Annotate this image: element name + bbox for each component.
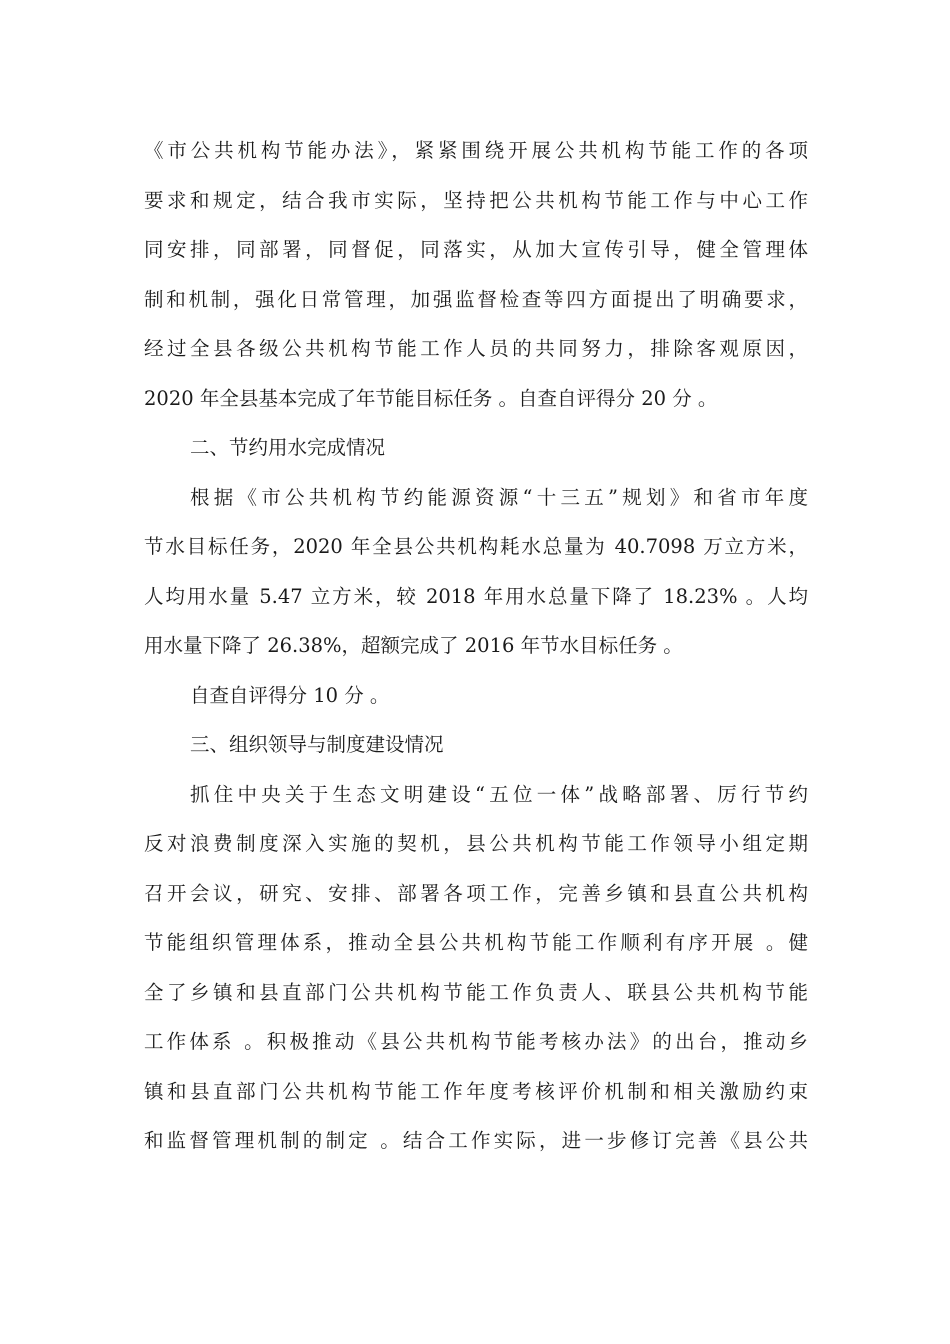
text-line: 制和机制，强化日常管理，加强监督检查等四方面提出了明确要求， — [144, 287, 808, 311]
text-line: 根据《市公共机构节约能源资源“十三五”规划》和省市年度 — [190, 485, 808, 509]
text-line: 《市公共机构节能办法》，紧紧围绕开展公共机构节能工作的各项 — [144, 139, 808, 162]
text-line: 节水目标任务，2020 年全县公共机构耗水总量为 40.7098 万立方米， — [144, 535, 808, 558]
text-line: 要求和规定，结合我市实际，坚持把公共机构节能工作与中心工作 — [144, 188, 808, 212]
text-line: 三、组织领导与制度建设情况 — [190, 733, 444, 756]
text-line: 工作体系 。积极推动《县公共机构节能考核办法》的出台，推动乡 — [144, 1030, 808, 1053]
document-body — [144, 126, 808, 1166]
text-line: 节能组织管理体系，推动全县公共机构节能工作顺利有序开展 。健 — [144, 931, 808, 954]
text-line: 自查自评得分 10 分 。 — [190, 683, 390, 707]
text-line: 同安排，同部署，同督促，同落实，从加大宣传引导，健全管理体 — [144, 238, 808, 261]
text-line: 抓住中央关于生态文明建设“五位一体”战略部署、厉行节约 — [190, 782, 808, 806]
text-line: 用水量下降了 26.38%，超额完成了 2016 年节水目标任务 。 — [144, 634, 683, 657]
text-line: 二、节约用水完成情况 — [190, 436, 386, 459]
text-line: 全了乡镇和县直部门公共机构节能工作负责人、联县公共机构节能 — [144, 980, 808, 1004]
text-line: 2020 年全县基本完成了年节能目标任务 。自查自评得分 20 分 。 — [144, 386, 718, 410]
text-line: 和监督管理机制的制定 。结合工作实际，进一步修订完善《县公共 — [144, 1129, 808, 1152]
text-line: 人均用水量 5.47 立方米，较 2018 年用水总量下降了 18.23% 。人均 — [144, 584, 808, 608]
text-line: 召开会议，研究、安排、部署各项工作，完善乡镇和县直公共机构 — [144, 881, 808, 905]
text-line: 反对浪费制度深入实施的契机，县公共机构节能工作领导小组定期 — [144, 832, 808, 855]
text-line: 镇和县直部门公共机构节能工作年度考核评价机制和相关激励约束 — [144, 1079, 808, 1103]
text-line: 经过全县各级公共机构节能工作人员的共同努力，排除客观原因， — [144, 337, 808, 360]
